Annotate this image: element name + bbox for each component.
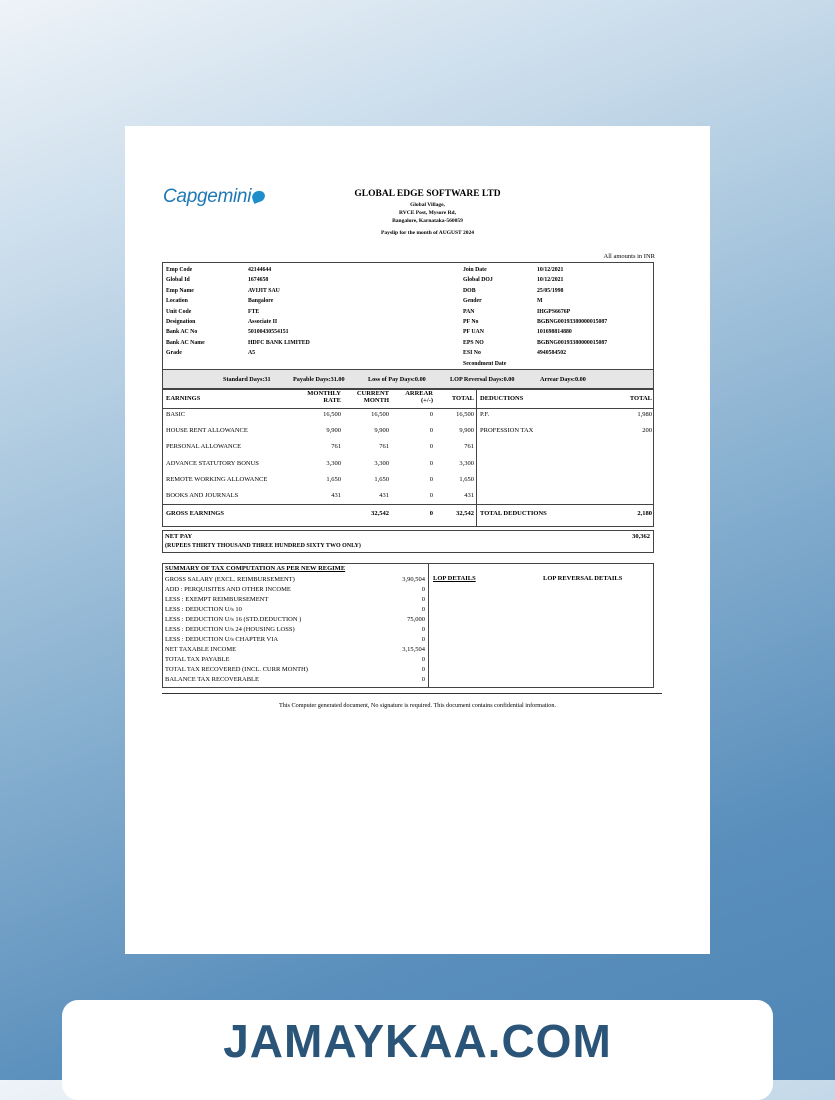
- earning-arrear: 0: [429, 492, 433, 499]
- earnings-deductions-table: [162, 389, 654, 527]
- tax-row-label: ADD : PERQUISITES AND OTHER INCOME: [165, 586, 291, 593]
- earning-current: 16,500: [371, 411, 389, 418]
- gross-earnings-arrear: 0: [429, 510, 433, 517]
- banner-text: JAMAYKAA.COM: [223, 1015, 612, 1067]
- earning-rate: 3,300: [326, 459, 341, 467]
- employee-field-value: 4940584502: [537, 350, 566, 357]
- earning-current: 9,900: [374, 427, 389, 435]
- earning-total: 3,300: [459, 459, 474, 467]
- earning-current: 761: [379, 443, 389, 451]
- gross-earnings-label: GROSS EARNINGS: [166, 510, 224, 517]
- employee-field-label: DOB: [463, 287, 476, 294]
- gross-earnings-current: 32,542: [371, 510, 389, 517]
- employee-left-labels: [166, 265, 205, 359]
- employee-field-label: Global DOJ: [463, 277, 493, 284]
- tax-row-label: BALANCE TAX RECOVERABLE: [165, 676, 259, 683]
- employee-field-label: PF UAN: [463, 329, 484, 336]
- earning-current: 3,300: [374, 459, 389, 467]
- tax-row-value: 3,90,504: [402, 576, 425, 583]
- employee-field-value: 101698814880: [537, 329, 572, 336]
- earning-rate: 761: [331, 443, 341, 451]
- tax-row-value: 0: [421, 636, 425, 643]
- earning-total: 1,650: [459, 475, 474, 483]
- header-earnings: EARNINGS: [166, 395, 201, 402]
- tax-row-value: 0: [421, 666, 425, 673]
- earning-current: 431: [379, 492, 389, 499]
- company-address: [325, 201, 530, 225]
- employee-left-values: [248, 265, 310, 359]
- company-name: GLOBAL EDGE SOFTWARE LTD: [354, 189, 501, 199]
- employee-field-label: Gender: [463, 298, 482, 305]
- lop-reversal-days: LOP Reversal Days:0.00: [450, 376, 515, 383]
- employee-field-value: 1674658: [248, 277, 269, 284]
- tax-row-value: 0: [421, 596, 425, 603]
- employee-field-label: Bank AC No: [166, 329, 198, 336]
- earning-arrear: 0: [429, 475, 433, 483]
- tax-row-value: 3,15,504: [402, 646, 425, 653]
- footer-note: This Computer generated document, No signature is required. This document contains confidential information.: [278, 702, 557, 709]
- footer-divider: [162, 693, 662, 694]
- tax-row-label: TOTAL TAX PAYABLE: [165, 656, 230, 663]
- employee-field-label: EPS NO: [463, 339, 484, 346]
- company-logo: [163, 186, 265, 208]
- earning-name: PERSONAL ALLOWANCE: [166, 443, 242, 451]
- employee-field-value: 10/12/2021: [537, 267, 564, 273]
- address-line: Global Village,: [410, 202, 445, 208]
- tax-row-label: LESS : DEDUCTION U/s CHAPTER VIA: [165, 636, 279, 643]
- deduction-total: 1,980: [637, 411, 652, 418]
- tax-row-value: 0: [421, 606, 425, 613]
- tax-row-value: 0: [421, 626, 425, 633]
- net-pay-box: [162, 530, 654, 553]
- column-divider: [476, 390, 477, 526]
- tax-row-label: LESS : DEDUCTION U/s 10: [165, 606, 242, 613]
- employee-field-label: Location: [166, 298, 188, 305]
- total-deductions-label: TOTAL DEDUCTIONS: [480, 510, 547, 517]
- employee-right-labels: [463, 265, 506, 369]
- net-pay-amount: 30,362: [632, 533, 650, 540]
- tax-row-value: 75,000: [407, 616, 425, 623]
- employee-field-value: IHGPS6676P: [537, 308, 571, 315]
- earning-total: 16,500: [456, 411, 474, 418]
- employee-field-value: 25/05/1998: [537, 287, 564, 294]
- net-pay-words: (RUPEES THIRTY THOUSAND THREE HUNDRED SIXTY TWO ONLY): [165, 543, 361, 549]
- employee-field-label: Emp Code: [166, 267, 193, 273]
- amounts-note: All amounts in INR: [603, 253, 655, 260]
- earning-total: 761: [464, 443, 474, 451]
- earning-rate: 431: [331, 492, 341, 499]
- employee-field-label: ESI No: [463, 350, 481, 357]
- deduction-name: P.F.: [480, 411, 490, 418]
- earning-total: 9,900: [459, 427, 474, 435]
- watermark-banner: [62, 1000, 773, 1100]
- row-divider: [163, 504, 653, 505]
- header-deductions: DEDUCTIONS: [480, 395, 524, 402]
- payslip-document: [125, 126, 710, 954]
- employee-field-value: Associate II: [248, 319, 278, 326]
- header-total: TOTAL: [451, 395, 474, 402]
- employee-field-value: HDFC BANK LIMITED: [248, 339, 310, 346]
- company-header: [325, 189, 530, 236]
- address-line: RVCE Post, Mysore Rd,: [399, 210, 456, 216]
- earning-name: REMOTE WORKING ALLOWANCE: [166, 475, 268, 483]
- deduction-total: 200: [642, 427, 652, 435]
- loss-of-pay-days: Loss of Pay Days:0.00: [368, 376, 426, 383]
- arrear-days: Arrear Days:0.00: [540, 376, 586, 383]
- earning-name: BOOKS AND JOURNALS: [166, 492, 239, 499]
- tax-divider: [428, 564, 429, 687]
- earning-arrear: 0: [429, 411, 433, 418]
- employee-field-label: Secondment Date: [463, 360, 507, 367]
- logo-text: Capgemini: [163, 186, 252, 207]
- earning-rate: 16,500: [323, 411, 341, 418]
- employee-field-value: [537, 359, 607, 369]
- employee-field-label: Emp Name: [166, 287, 194, 294]
- tax-row-label: TOTAL TAX RECOVERED (INCL. CURR MONTH): [165, 666, 308, 673]
- earning-arrear: 0: [429, 427, 433, 435]
- address-line: Bangalore, Karnataka-560059: [392, 218, 463, 224]
- logo-spade-icon: [251, 190, 267, 205]
- standard-days: Standard Days:31: [223, 376, 271, 383]
- table-header: [163, 390, 653, 409]
- tax-row-label: LESS : DEDUCTION U/s 24 (HOUSING LOSS): [165, 626, 295, 633]
- employee-field-value: BGBNG00193380000015087: [537, 339, 608, 346]
- payable-days: Payable Days:31.00: [293, 376, 345, 383]
- earning-rate: 9,900: [326, 427, 341, 435]
- employee-field-label: Designation: [166, 319, 196, 326]
- tax-row-label: NET TAXABLE INCOME: [165, 646, 237, 653]
- tax-row-label: LESS : EXEMPT REIMBURSEMENT: [165, 596, 269, 603]
- earning-arrear: 0: [429, 459, 433, 467]
- net-pay-label: NET PAY: [165, 533, 193, 540]
- deduction-name: PROFESSION TAX: [480, 427, 534, 435]
- employee-field-value: BGBNG00193380000015087: [537, 319, 608, 326]
- earning-name: BASIC: [166, 411, 186, 418]
- employee-right-values: [537, 265, 607, 369]
- employee-field-label: Global Id: [166, 277, 190, 284]
- payslip-month: Payslip for the month of AUGUST 2024: [380, 230, 474, 236]
- employee-details: [162, 262, 654, 370]
- employee-field-label: PAN: [463, 308, 475, 315]
- tax-row-label: LESS : DEDUCTION U/s 16 (STD.DEDUCTION ): [165, 616, 302, 623]
- tax-row-value: 0: [421, 676, 425, 683]
- employee-field-value: 42144644: [248, 267, 272, 273]
- lop-reversal-details: LOP REVERSAL DETAILS: [543, 575, 623, 582]
- header-monthly-rate: MONTHLY RATE: [307, 390, 341, 404]
- earning-arrear: 0: [429, 443, 433, 451]
- employee-field-value: 50100430554151: [248, 329, 289, 336]
- employee-field-value: M: [537, 298, 543, 305]
- tax-row-label: GROSS SALARY (EXCL. REIMBURSEMENT): [165, 576, 295, 583]
- tax-summary: [162, 563, 654, 688]
- employee-field-value: AVIJIT SAU: [248, 287, 280, 294]
- employee-field-label: Bank AC Name: [166, 339, 205, 346]
- lop-details: LOP DETAILS: [433, 575, 476, 582]
- header-arrear: ARREAR (+/-): [405, 390, 433, 404]
- employee-field-label: Unit Code: [166, 308, 192, 315]
- employee-field-label: Join Date: [463, 267, 487, 273]
- days-summary: [162, 369, 654, 389]
- employee-field-value: A5: [248, 350, 256, 357]
- employee-field-value: Bangalore: [248, 298, 274, 305]
- total-deductions-value: 2,180: [637, 510, 652, 517]
- employee-field-value: FTE: [248, 308, 260, 315]
- gross-earnings-total: 32,542: [456, 510, 474, 517]
- tax-summary-title: SUMMARY OF TAX COMPUTATION AS PER NEW REGIME: [165, 565, 346, 572]
- employee-field-value: 10/12/2021: [537, 277, 564, 284]
- employee-field-label: Grade: [166, 350, 182, 357]
- header-deduction-total: TOTAL: [629, 395, 652, 402]
- tax-row-value: 0: [421, 656, 425, 663]
- earning-rate: 1,650: [326, 475, 341, 483]
- header-current-month: CURRENT MONTH: [356, 390, 389, 404]
- employee-field-label: PF No: [463, 319, 479, 326]
- tax-row-value: 0: [421, 586, 425, 593]
- earning-name: HOUSE RENT ALLOWANCE: [166, 427, 248, 435]
- earning-total: 431: [464, 492, 474, 499]
- earning-current: 1,650: [374, 475, 389, 483]
- earning-name: ADVANCE STATUTORY BONUS: [166, 459, 259, 467]
